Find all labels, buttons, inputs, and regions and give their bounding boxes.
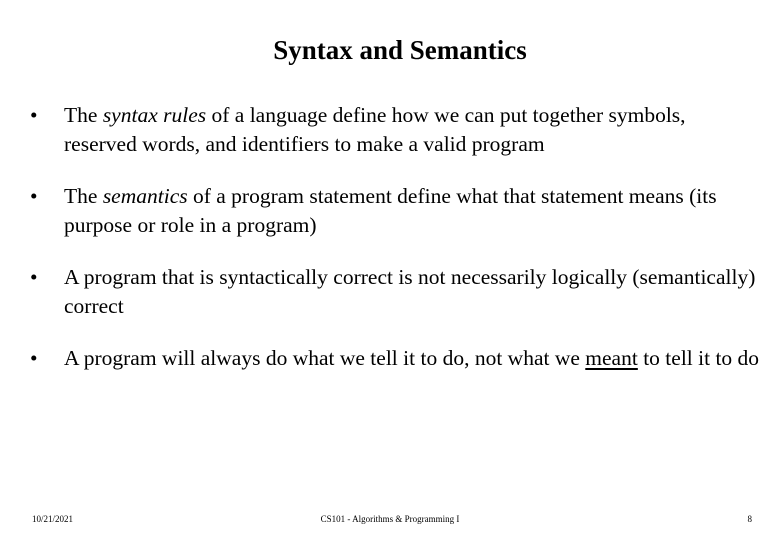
bullet-semantics bbox=[30, 182, 760, 240]
bullet-text-lead: The bbox=[64, 184, 103, 208]
bullet-marker: • bbox=[30, 265, 38, 289]
footer-date: 10/21/2021 bbox=[32, 514, 74, 524]
bullet-text-lead: A program will always do what we tell it to do, not what we bbox=[64, 346, 586, 370]
bullet-syntactic-correctness bbox=[30, 263, 760, 321]
bullet-underlined-word: meant bbox=[585, 346, 638, 370]
footer-course: CS101 - Algorithms & Programming I bbox=[320, 514, 460, 524]
footer-page-number: 8 bbox=[747, 514, 752, 524]
slide-title: Syntax and Semantics bbox=[273, 35, 527, 65]
bullet-text-rest: of a language define how we can put together symbols, reserved words, and identifiers to make a valid program bbox=[64, 103, 686, 156]
bullet-program-behavior bbox=[30, 344, 760, 373]
bullet-syntax-rules bbox=[30, 101, 760, 159]
bullet-text-lead: The bbox=[64, 103, 103, 127]
bullet-marker: • bbox=[30, 346, 38, 370]
bullet-text: A program that is syntactically correct is not necessarily logically (semantically) correct bbox=[64, 265, 756, 318]
bullet-text-rest: of a program statement define what that statement means (its purpose or role in a program) bbox=[64, 184, 717, 237]
bullet-emphasis: syntax rules bbox=[102, 103, 207, 127]
bullet-marker: • bbox=[30, 103, 38, 127]
bullet-marker: • bbox=[30, 184, 38, 208]
bullet-text-rest: to tell it to do bbox=[637, 346, 760, 370]
bullet-emphasis: semantics bbox=[102, 184, 188, 208]
bullet-list bbox=[30, 101, 760, 396]
